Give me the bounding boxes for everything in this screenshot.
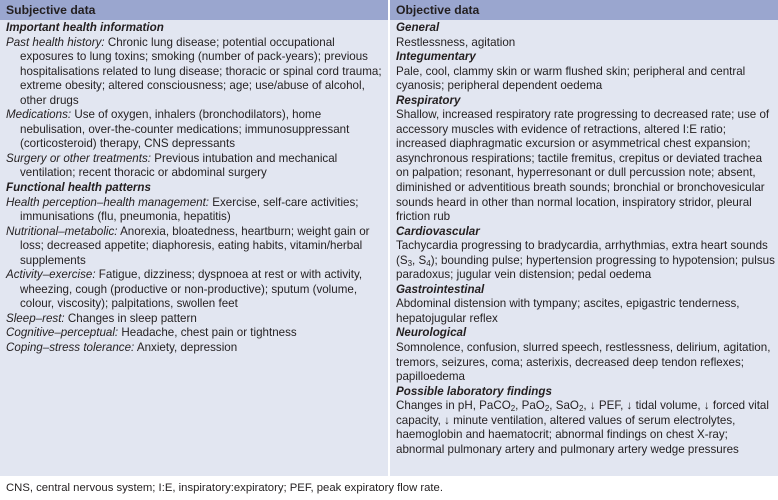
medications-key: Medications: — [6, 108, 72, 122]
lab-findings-heading: Possible laboratory findings — [396, 384, 552, 398]
lab-sub-2: 2 — [544, 404, 550, 414]
past-health-history — [6, 36, 386, 109]
important-health-heading: Important health information — [6, 21, 164, 34]
objective-header — [390, 0, 778, 20]
activity-key: Activity–exercise: — [6, 268, 96, 282]
cognitive-value: Headache, chest pain or tightness — [121, 326, 297, 340]
column-divider — [388, 0, 390, 476]
cardiovascular-heading: Cardiovascular — [396, 224, 480, 238]
nutritional-key: Nutritional–metabolic: — [6, 224, 118, 238]
respiratory-value: Shallow, increased respiratory rate progressing to decreased rate; use of accessory muscles with evidence of retractions, altered I:E ratio; increased diaphragmatic excursion or asymmetrical chest expansion; asynchronous respirations; tactile fremitus, crepitus or deviated trachea on palpation; resonant, hyperresonant or dull percussion note; absent, diminished or adventitious breath sounds; bronchial or bronchovesicular sounds heard in other than normal location, inspiratory stridor, pleural friction rub — [396, 108, 770, 224]
cardio-s4-sub: 4 — [426, 258, 431, 268]
activity-exercise — [6, 268, 386, 312]
table-footnote: CNS, central nervous system; I:E, inspiratory:expiratory; PEF, peak expiratory flow rate. — [6, 482, 443, 494]
nutritional-metabolic — [6, 225, 386, 269]
perception-value: Exercise, self-care activities; immunisations (flu, pneumonia, hepatitis) — [20, 195, 359, 224]
surgery-key: Surgery or other treatments: — [6, 151, 151, 165]
neurological-heading: Neurological — [396, 326, 467, 340]
lab-findings-value — [396, 399, 776, 457]
surgery-treatments — [6, 152, 386, 181]
cardio-s3-sub: 3 — [407, 258, 413, 268]
lab-sub-1: 2 — [510, 404, 516, 414]
objective-column — [396, 21, 776, 457]
lab-text-3: , SaO — [549, 399, 579, 413]
cognitive-key: Cognitive–perceptual: — [6, 326, 119, 340]
perception-key: Health perception–health management: — [6, 195, 210, 209]
coping-stress — [6, 341, 386, 356]
neurological-value: Somnolence, confusion, slurred speech, restlessness, delirium, agitation, tremors, seizures, coma; asterixis, decreased deep tendon reflexes; papilloedema — [396, 341, 771, 384]
integumentary-heading: Integumentary — [396, 50, 476, 64]
cardio-text-1: Tachycardia progressing to bradycardia, arrhythmias, extra heart sounds (S — [396, 239, 768, 267]
past-history-value: Chronic lung disease; potential occupational exposures to lung toxins; smoking (number of pack-years); previous hospitalisations related to lung disease; thoracic or spinal cord trauma; extreme obesity; altered consciousness; age; use/abuse of alcohol, other drugs — [20, 35, 382, 107]
gastrointestinal-value: Abdominal distension with tympany; ascites, epigastric tenderness, hepatojugular reflex — [396, 297, 740, 325]
lab-text-1: Changes in pH, PaCO — [396, 399, 511, 413]
general-value: Restlessness, agitation — [396, 35, 516, 49]
objective-header-label: Objective data — [396, 3, 480, 17]
subjective-header — [0, 0, 388, 20]
subjective-header-label: Subjective data — [6, 3, 96, 17]
lab-text-2: , PaO — [515, 399, 545, 413]
lab-text-4: , ↓ PEF, ↓ tidal volume, ↓ forced vital capacity, ↓ minute ventilation, altered values of serum electrolytes, haemoglobin and haematocrit; abnormal findings on chest X-ray; abnormal pulmonary artery and pulmonary artery wedge pressures — [396, 399, 769, 456]
integumentary-value: Pale, cool, clammy skin or warm flushed skin; peripheral and central cyanosis; peripheral dependent oedema — [396, 64, 746, 93]
surgery-value: Previous intubation and mechanical ventilation; recent thoracic or abdominal surgery — [20, 151, 338, 180]
past-history-key: Past health history: — [6, 35, 105, 49]
medications — [6, 108, 386, 152]
coping-value: Anxiety, depression — [136, 341, 238, 355]
sleep-value: Changes in sleep pattern — [67, 311, 197, 325]
nutritional-value: Anorexia, bloatedness, heartburn; weight gain or loss; decreased appetite; diaphoresis, eating habits, vitamin/herbal supplements — [20, 224, 370, 267]
respiratory-heading: Respiratory — [396, 93, 461, 107]
gastrointestinal-heading: Gastrointestinal — [396, 282, 485, 296]
functional-health-heading: Functional health patterns — [6, 181, 151, 195]
medications-value: Use of oxygen, inhalers (bronchodilators), home nebulisation, over-the-counter medications; immunosuppressant (corticosteroid) therapy, CNS depressants — [20, 108, 350, 151]
subjective-column — [6, 21, 386, 356]
sleep-rest — [6, 312, 386, 327]
cognitive-perceptual — [6, 326, 386, 341]
cardio-text-2: , S — [412, 253, 427, 267]
lab-sub-3: 2 — [578, 404, 584, 414]
sleep-key: Sleep–rest: — [6, 311, 65, 325]
general-heading: General — [396, 21, 440, 34]
coping-key: Coping–stress tolerance: — [6, 341, 135, 355]
activity-value: Fatigue, dizziness; dyspnoea at rest or with activity, wheezing, cough (productive or non-productive); sputum (volume, colour, viscosity); palpitations, swollen feet — [20, 268, 363, 311]
cardio-text-3: ); bounding pulse; hypertension progressing to hypotension; pulsus paradoxus; jugular vein distension; pedal oedema — [396, 253, 775, 282]
health-perception — [6, 196, 386, 225]
cardiovascular-value — [396, 239, 776, 283]
